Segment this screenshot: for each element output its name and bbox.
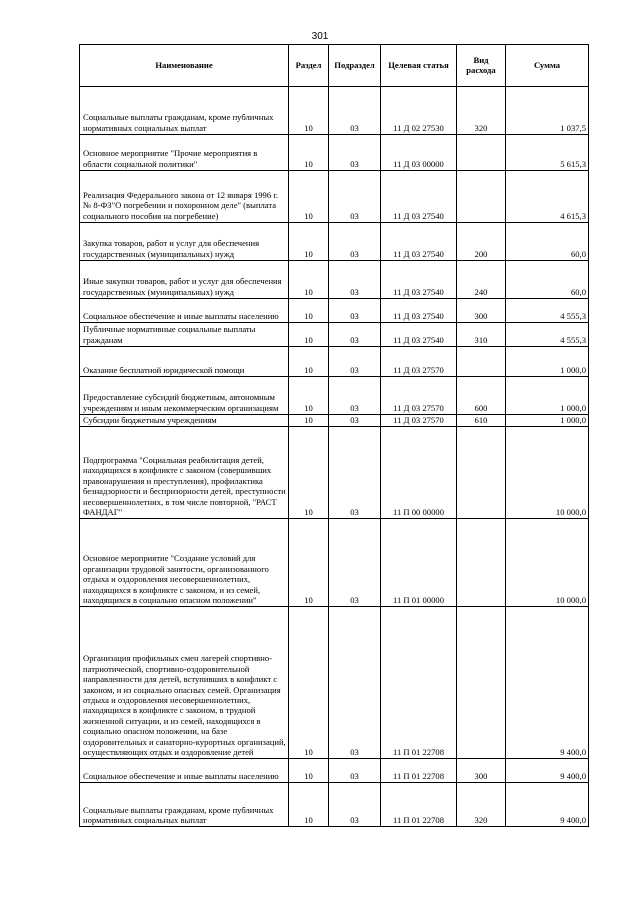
cell-podrazdel: 03 [329, 607, 381, 759]
cell-name: Социальные выплаты гражданам, кроме публичных нормативных социальных выплат [80, 87, 289, 135]
table-row [80, 223, 589, 261]
cell-celevaya: 11 Д 03 27540 [381, 299, 457, 323]
cell-podrazdel: 03 [329, 759, 381, 783]
table-row [80, 759, 589, 783]
cell-celevaya: 11 Д 03 27570 [381, 347, 457, 377]
table-row [80, 299, 589, 323]
cell-summa: 10 000,0 [506, 427, 589, 519]
cell-name: Субсидии бюджетным учреждениям [80, 415, 289, 427]
cell-celevaya: 11 П 01 22708 [381, 759, 457, 783]
header-name: Наименование [80, 45, 289, 87]
cell-summa: 1 037,5 [506, 87, 589, 135]
header-celevaya: Целевая статья [381, 45, 457, 87]
cell-razdel: 10 [289, 415, 329, 427]
cell-razdel: 10 [289, 87, 329, 135]
cell-summa: 60,0 [506, 261, 589, 299]
header-razdel: Раздел [289, 45, 329, 87]
cell-vid [457, 519, 506, 607]
cell-razdel: 10 [289, 261, 329, 299]
cell-name: Основное мероприятие "Прочие мероприятия в области социальной политики" [80, 135, 289, 171]
cell-vid: 610 [457, 415, 506, 427]
table-row [80, 607, 589, 759]
cell-razdel: 10 [289, 519, 329, 607]
cell-name: Оказание бесплатной юридической помощи [80, 347, 289, 377]
cell-razdel: 10 [289, 223, 329, 261]
cell-podrazdel: 03 [329, 783, 381, 827]
cell-podrazdel: 03 [329, 323, 381, 347]
cell-vid: 320 [457, 783, 506, 827]
cell-summa: 4 555,3 [506, 323, 589, 347]
table-header [80, 45, 589, 87]
cell-podrazdel: 03 [329, 415, 381, 427]
cell-razdel: 10 [289, 323, 329, 347]
cell-podrazdel: 03 [329, 299, 381, 323]
cell-razdel: 10 [289, 347, 329, 377]
table-row [80, 377, 589, 415]
cell-name: Основное мероприятие "Создание условий для организации трудовой занятости, организованного отдыха и оздоровления несовершеннолетних, находящихся в конфликте с законом, и из семей, находящихся в социально опасном положении" [80, 519, 289, 607]
cell-razdel: 10 [289, 171, 329, 223]
cell-podrazdel: 03 [329, 135, 381, 171]
cell-vid: 320 [457, 87, 506, 135]
cell-vid: 300 [457, 759, 506, 783]
cell-podrazdel: 03 [329, 519, 381, 607]
cell-name: Социальные выплаты гражданам, кроме публичных нормативных социальных выплат [80, 783, 289, 827]
header-summa: Сумма [506, 45, 589, 87]
cell-name: Организация профильных смен лагерей спортивно-патриотической, спортивно-оздоровительной направленности для детей, вступивших в конфликт с законом, и из социально опасных семей. Организация отдыха и оздоровления несовершеннолетних, находящихся в конфликте с законом, в трудной жизненной ситуации, и из семей, находящихся в социально опасном положении, на базе оздоровительных и санаторно-курортных организаций, осуществляющих отдых и оздоровление детей [80, 607, 289, 759]
cell-podrazdel: 03 [329, 171, 381, 223]
header-podrazdel: Подраздел [329, 45, 381, 87]
cell-podrazdel: 03 [329, 261, 381, 299]
cell-vid [457, 347, 506, 377]
cell-vid: 310 [457, 323, 506, 347]
cell-summa: 9 400,0 [506, 783, 589, 827]
page-number: 301 [311, 31, 329, 42]
table-body [80, 87, 589, 827]
cell-name: Реализация Федерального закона от 12 января 1996 г. № 8-ФЗ"О погребении и похоронном деле" (выплата социального пособия на погребение) [80, 171, 289, 223]
cell-summa: 5 615,3 [506, 135, 589, 171]
cell-podrazdel: 03 [329, 347, 381, 377]
cell-name: Публичные нормативные социальные выплаты гражданам [80, 323, 289, 347]
table-row [80, 87, 589, 135]
cell-summa: 1 000,0 [506, 347, 589, 377]
cell-name: Предоставление субсидий бюджетным, автономным учреждениям и иным некоммерческим организациям [80, 377, 289, 415]
cell-celevaya: 11 П 01 22708 [381, 783, 457, 827]
table-row [80, 171, 589, 223]
cell-vid: 300 [457, 299, 506, 323]
cell-podrazdel: 03 [329, 377, 381, 415]
cell-celevaya: 11 П 01 22708 [381, 607, 457, 759]
cell-summa: 10 000,0 [506, 519, 589, 607]
cell-celevaya: 11 Д 03 27540 [381, 323, 457, 347]
table-row [80, 783, 589, 827]
cell-vid: 240 [457, 261, 506, 299]
cell-celevaya: 11 Д 03 27570 [381, 377, 457, 415]
cell-razdel: 10 [289, 299, 329, 323]
cell-celevaya: 11 Д 03 00000 [381, 135, 457, 171]
cell-vid [457, 135, 506, 171]
table-row [80, 427, 589, 519]
cell-razdel: 10 [289, 607, 329, 759]
cell-podrazdel: 03 [329, 223, 381, 261]
cell-celevaya: 11 П 00 00000 [381, 427, 457, 519]
cell-vid [457, 171, 506, 223]
budget-table [79, 44, 589, 827]
cell-razdel: 10 [289, 135, 329, 171]
cell-summa: 1 000,0 [506, 415, 589, 427]
cell-vid [457, 607, 506, 759]
table-row [80, 415, 589, 427]
table-row [80, 261, 589, 299]
cell-podrazdel: 03 [329, 427, 381, 519]
cell-summa: 60,0 [506, 223, 589, 261]
cell-celevaya: 11 П 01 00000 [381, 519, 457, 607]
cell-celevaya: 11 Д 03 27540 [381, 261, 457, 299]
cell-celevaya: 11 Д 03 27540 [381, 171, 457, 223]
cell-summa: 1 000,0 [506, 377, 589, 415]
cell-name: Подпрограмма "Социальная реабилитация детей, находящихся в конфликте с законом (совершивших правонарушения и преступления), профилактика безнадзорности и беспризорности детей, преступности несовершеннолетних, в том числе повторной, "РАСТ ФАНДАГ" [80, 427, 289, 519]
header-vid: Вид расхода [457, 45, 506, 87]
cell-razdel: 10 [289, 427, 329, 519]
cell-vid: 200 [457, 223, 506, 261]
cell-celevaya: 11 Д 03 27540 [381, 223, 457, 261]
table-row [80, 519, 589, 607]
cell-vid: 600 [457, 377, 506, 415]
cell-summa: 4 555,3 [506, 299, 589, 323]
cell-razdel: 10 [289, 783, 329, 827]
cell-summa: 4 615,3 [506, 171, 589, 223]
table-row [80, 323, 589, 347]
cell-celevaya: 11 Д 03 27570 [381, 415, 457, 427]
cell-name: Социальное обеспечение и иные выплаты населению [80, 759, 289, 783]
table-row [80, 347, 589, 377]
table-row [80, 135, 589, 171]
cell-vid [457, 427, 506, 519]
cell-name: Закупка товаров, работ и услуг для обеспечения государственных (муниципальных) нужд [80, 223, 289, 261]
cell-name: Социальное обеспечение и иные выплаты населению [80, 299, 289, 323]
cell-razdel: 10 [289, 759, 329, 783]
cell-summa: 9 400,0 [506, 759, 589, 783]
cell-podrazdel: 03 [329, 87, 381, 135]
cell-razdel: 10 [289, 377, 329, 415]
cell-celevaya: 11 Д 02 27530 [381, 87, 457, 135]
cell-summa: 9 400,0 [506, 607, 589, 759]
cell-name: Иные закупки товаров, работ и услуг для обеспечения государственных (муниципальных) нужд [80, 261, 289, 299]
